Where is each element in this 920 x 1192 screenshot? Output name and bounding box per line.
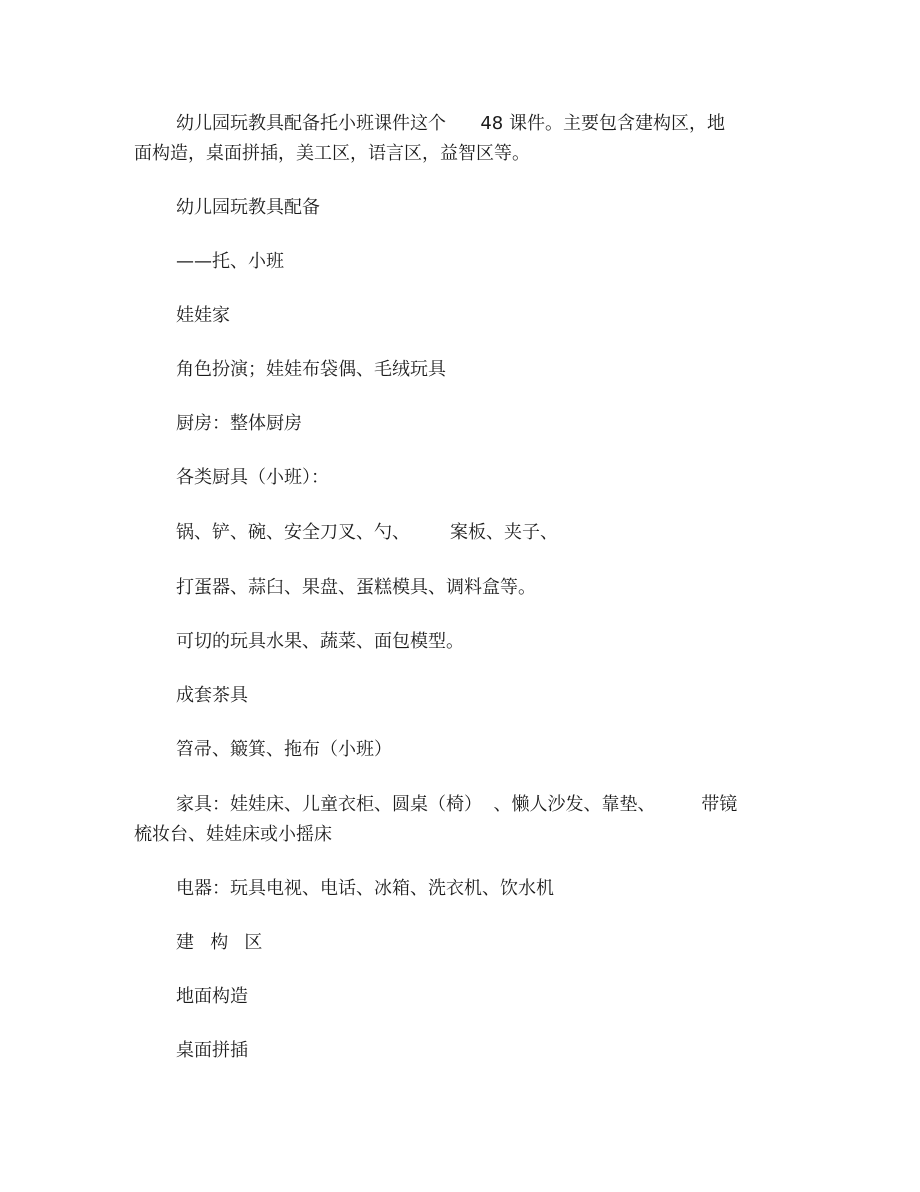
kitchenware-line-1: 锅、铲、碗、安全刀叉、勺、 案板、夹子、 [176,522,559,543]
section-heading-doll-house: 娃娃家 [176,305,230,326]
furniture-line-2: 梳妆台、娃娃床或小摇床 [134,824,332,845]
kitchen-item: 厨房：整体厨房 [176,413,302,434]
cleaning-item: 笤帚、簸箕、拖布（小班） [176,739,392,760]
appliances-item: 电器：玩具电视、电话、冰箱、洗衣机、饮水机 [176,878,554,899]
intro-line-1: 幼儿园玩教具配备托小班课件这个 48 课件。主要包含建构区，地 [176,113,725,134]
kitchenware-line-2: 打蛋器、蒜臼、果盘、蛋糕模具、调料盒等。 [176,577,536,598]
cuttable-toys-item: 可切的玩具水果、蔬菜、面包模型。 [176,631,464,652]
tabletop-insert-item: 桌面拼插 [176,1040,248,1061]
section-heading-construction: 建构区 [176,932,279,953]
kitchenware-heading: 各类厨具（小班）： [176,467,329,488]
floor-construction-item: 地面构造 [176,986,248,1007]
furniture-line-1: 家具：娃娃床、儿童衣柜、圆桌（椅） 、懒人沙发、靠垫、 带镜 [176,794,738,815]
tea-set-item: 成套茶具 [176,685,248,706]
intro-line-2: 面构造，桌面拼插，美工区，语言区，益智区等。 [134,143,530,164]
document-title: 幼儿园玩教具配备 [176,197,320,218]
document-subtitle: ——托、小班 [176,251,284,272]
role-play-item: 角色扮演；娃娃布袋偶、毛绒玩具 [176,359,446,380]
